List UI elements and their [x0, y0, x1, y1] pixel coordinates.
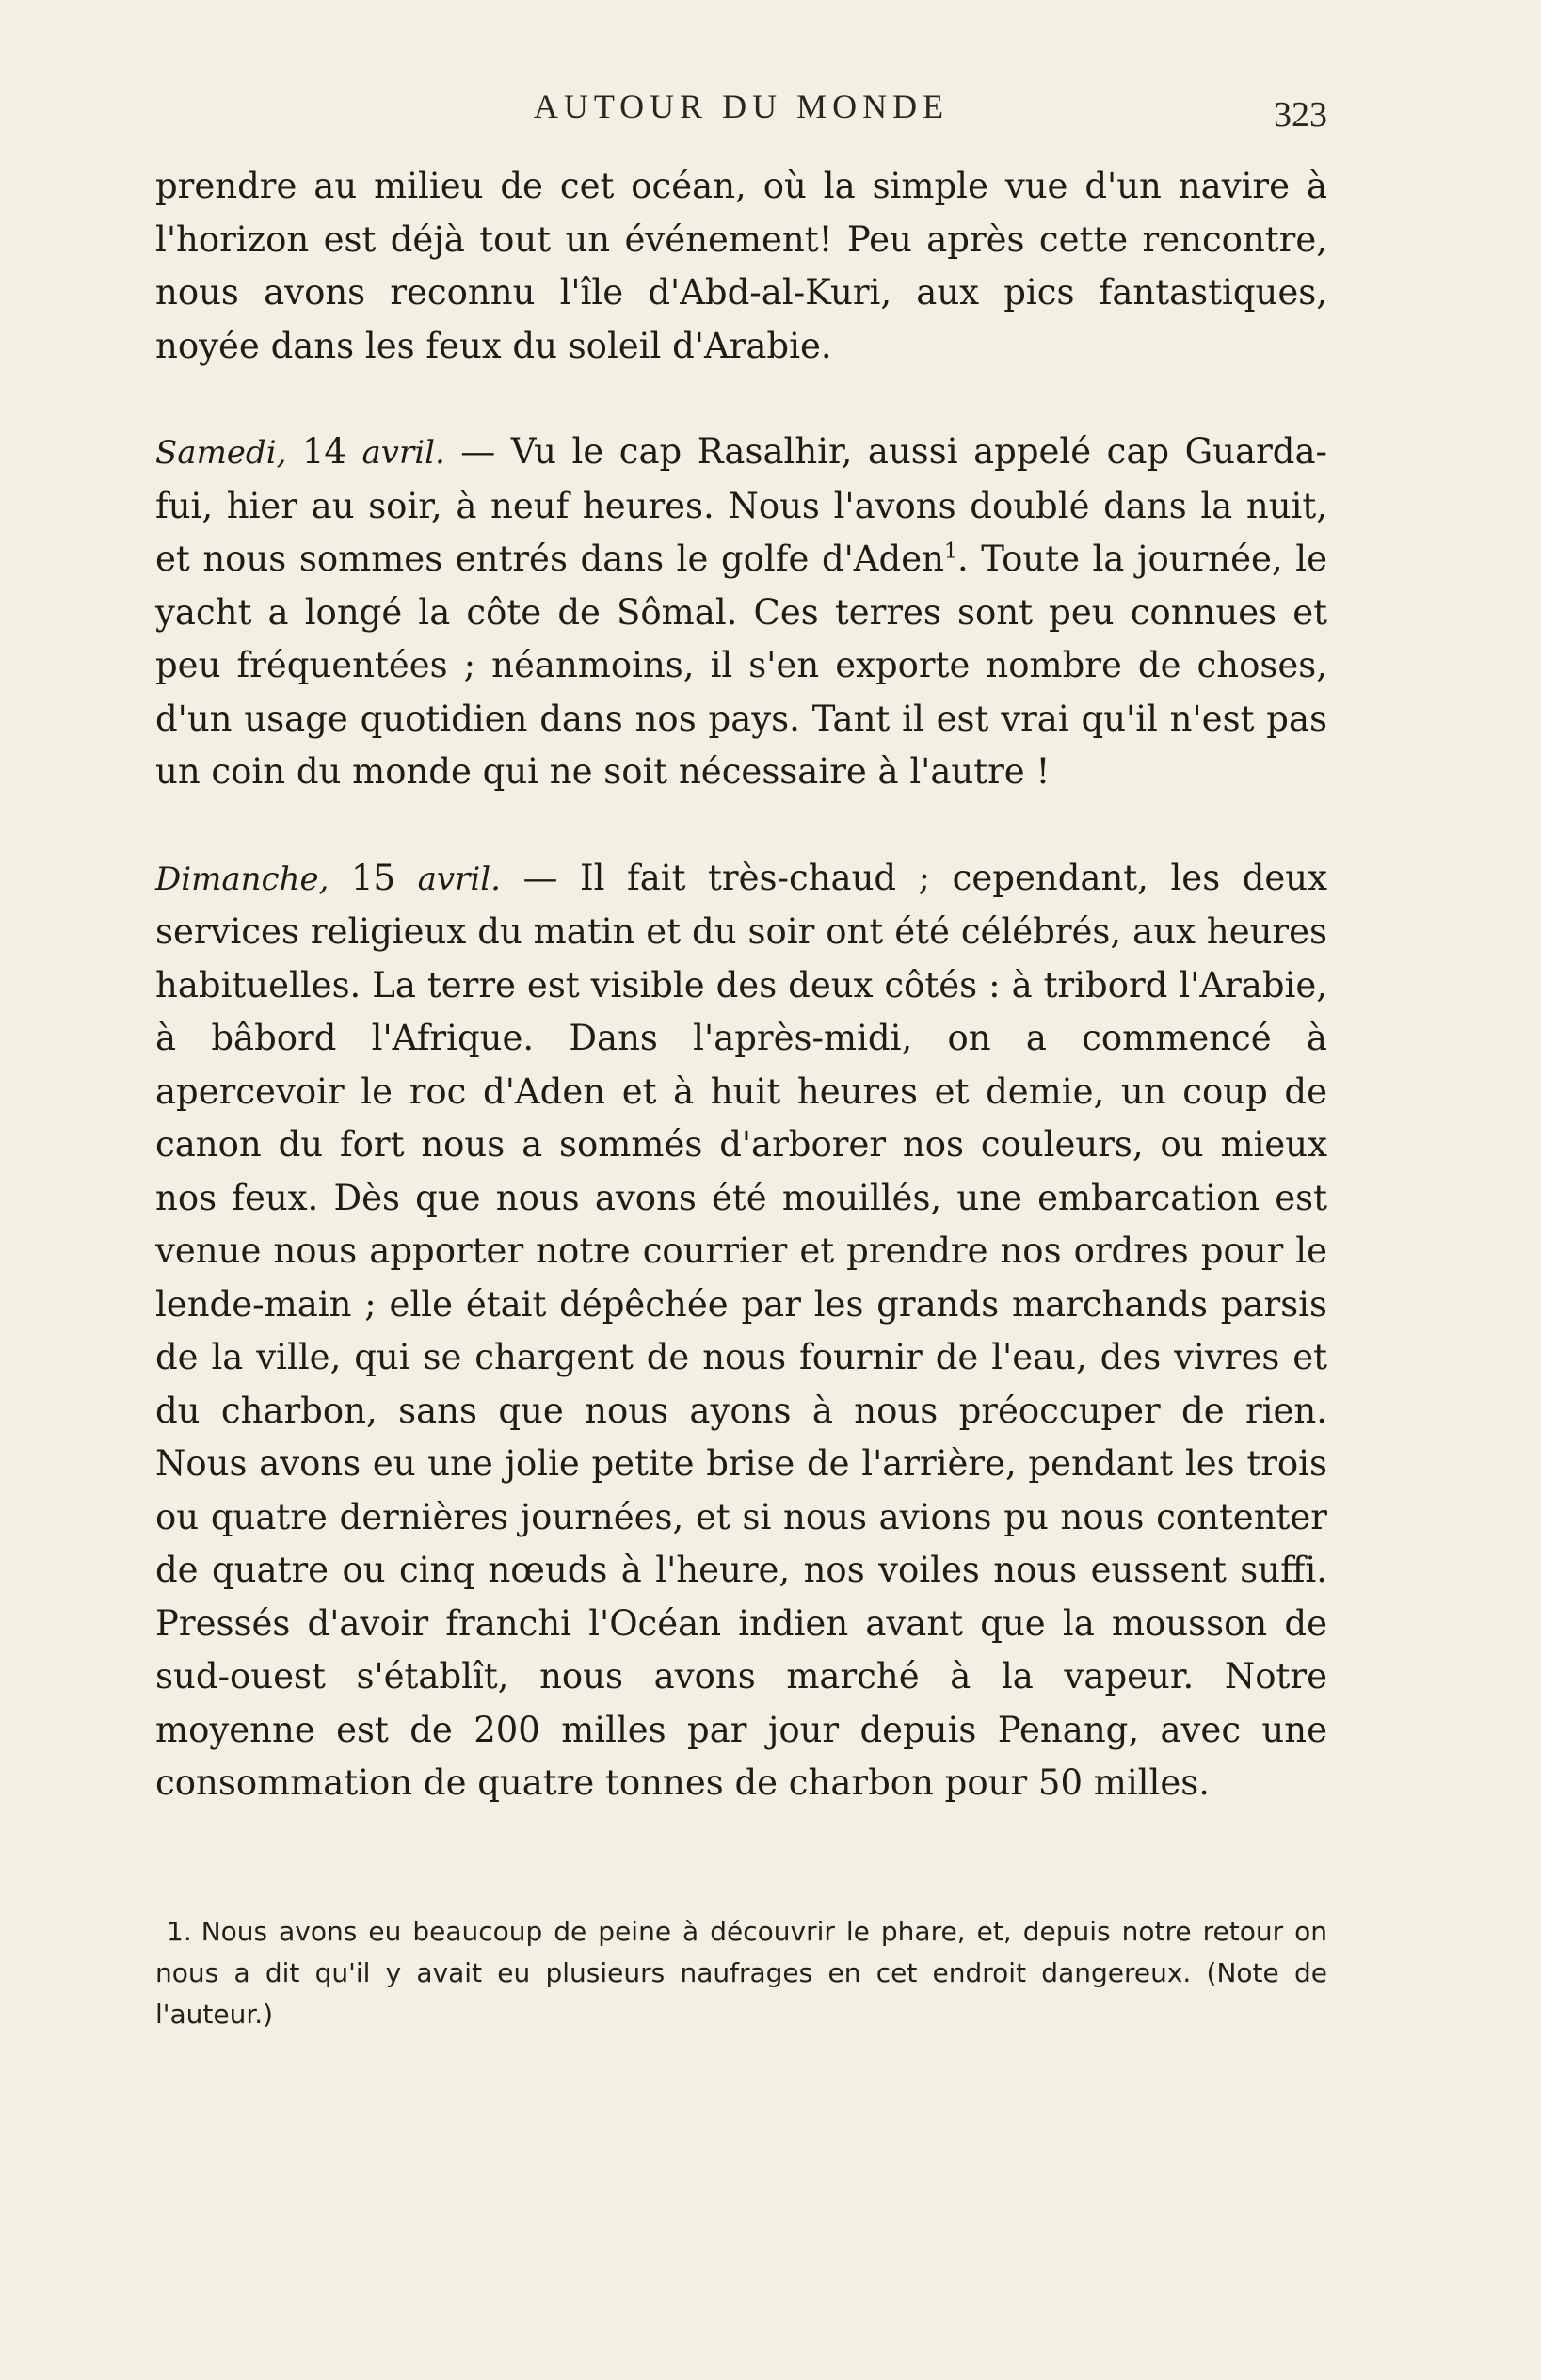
dateline-month: avril. — [417, 860, 501, 898]
dateline-number: 15 — [350, 857, 396, 898]
paragraph-3 — [155, 852, 1327, 1810]
dateline-day: Dimanche, — [155, 860, 329, 898]
footnote-reference[interactable]: 1 — [943, 539, 957, 564]
paragraph-1 — [155, 160, 1327, 373]
paragraph-1-text: prendre au milieu de cet océan, où la simple vue d'un navire à l'horizon est déjà tout un événement! Peu après cette rencontre, nous avons reconnu l'île d'Abd-al-Kuri, aux pics fantastiques, noyée dans les feux du soleil d'Arabie. — [155, 166, 1327, 366]
paragraph-2-text-a: — Vu le cap Rasalhir, aussi appelé cap Guarda-fui, hier au soir, à neuf heures. Nous l'avons doublé dans la nuit, et nous sommes entrés dans le golfe d'Aden — [155, 431, 1328, 579]
footnote-number: 1. — [167, 1916, 192, 1947]
paragraph-3-text: — Il fait très-chaud ; cependant, les deux services religieux du matin et du soir ont été célébrés, aux heures habituelles. La terre est visible des deux côtés : à tribord l'Arabie, à bâbord l'Afrique. Dans l'après-midi, on a commencé à apercevoir le roc d'Aden et à huit heures et demie, un coup de canon du fort nous a sommés d'arborer nos couleurs, ou mieux nos feux. Dès que nous avons été mouillés, une embarcation est venue nous apporter notre courrier et prendre nos ordres pour le lende-main ; elle était dépêchée par les grands marchands parsis de la ville, qui se chargent de nous fournir de l'eau, des vivres et du charbon, sans que nous ayons à nous préoccuper de rien. Nous avons eu une jolie petite brise de l'arrière, pendant les trois ou quatre dernières journées, et si nous avions pu nous contenter de quatre ou cinq nœuds à l'heure, nos voiles nous eussent suffi. Pressés d'avoir franchi l'Océan indien avant que la mousson de sud-ouest s'établît, nous avons marché à la vapeur. Notre moyenne est de 200 milles par jour depuis Penang, avec une consommation de quatre tonnes de charbon pour 50 milles. — [155, 857, 1328, 1803]
page-header — [155, 87, 1327, 134]
paragraph-2 — [155, 426, 1327, 799]
paragraph-gap — [155, 799, 1327, 852]
paragraph-gap — [155, 373, 1327, 426]
running-title: AUTOUR DU MONDE — [533, 88, 950, 125]
page-number: 323 — [1274, 95, 1327, 135]
footnote-text: Nous avons eu beaucoup de peine à découvrir le phare, et, depuis notre retour on nous a dit qu'il y avait eu plusieurs naufrages en cet endroit dangereux. (Note de l'auteur.) — [155, 1916, 1327, 2030]
paragraph-2-text-b: . Toute la journée, le yacht a longé la côte de Sômal. Ces terres sont peu connues et peu fréquentées ; néanmoins, il s'en exporte nombre de choses, d'un usage quotidien dans nos pays. Tant il est vrai qu'il n'est pas un coin du monde qui ne soit nécessaire à l'autre ! — [155, 539, 1327, 792]
footnote — [155, 1911, 1327, 2035]
dateline-day: Samedi, — [155, 434, 287, 472]
body-text — [155, 160, 1327, 1810]
dateline-month: avril. — [361, 434, 445, 472]
dateline-number: 14 — [301, 431, 346, 472]
